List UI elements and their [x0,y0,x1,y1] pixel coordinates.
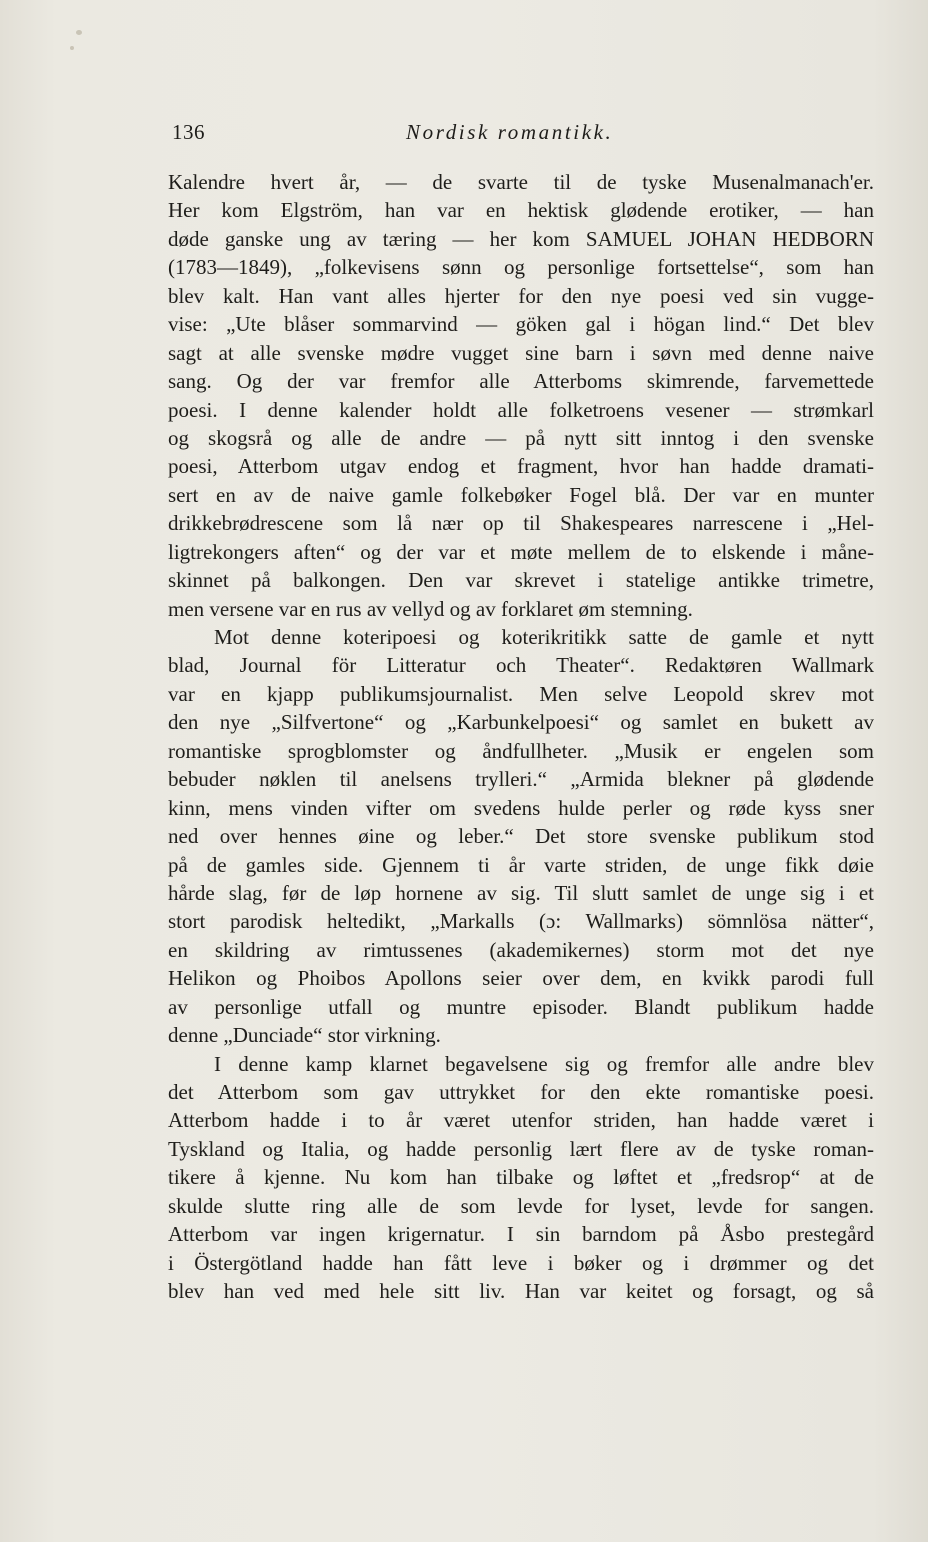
text-line: denne „Dunciade“ stor virkning. [168,1023,441,1048]
text-line: tikere å kjenne. Nu kom han tilbake og løftet et „fredsrop“ at de [168,1165,874,1190]
text-line: skulde slutte ring alle de som levde for lyset, levde for sangen. [168,1193,874,1218]
text-line: ned over hennes øine og leber.“ Det store svenske publikum stod [168,824,874,849]
text-line: Tyskland og Italia, og hadde personlig lært flere av de tyske roman- [168,1136,874,1161]
paper-stain [76,30,82,35]
text-line: blev han ved med hele sitt liv. Han var keitet og forsagt, og så [168,1279,874,1304]
text-line: skinnet på balkongen. Den var skrevet i statelige antikke trimetre, [168,568,874,593]
text-line: stort parodisk heltedikt, „Markalls (ɔ: Wallmarks) sömnlösa nätter“, [168,909,874,934]
text-line: Kalendre hvert år, — de svarte til de tyske Musenalmanach'er. [168,170,874,194]
text-line: men versene var en rus av vellyd og av forklaret øm stemning. [168,596,693,621]
text-line: hårde slag, før de løp hornene av sig. Til slutt samlet de unge sig i et [168,880,874,905]
text-line: romantiske sprogblomster og åndfullheter. „Musik er engelen som [168,738,874,763]
paragraph-first-line: Mot denne koteripoesi og koterikritikk satte de gamle et nytt [214,625,874,649]
text-line: sert en av de naive gamle folkebøker Fogel blå. Der var en munter [168,482,874,507]
text-line: ligtrekongers aften“ og der var et møte mellem de to elskende i måne- [168,539,874,564]
text-line: døde ganske ung av tæring — her kom SAMUEL JOHAN HEDBORN [168,226,874,251]
text-line: av personlige utfall og muntre episoder. Blandt publikum hadde [168,994,874,1019]
text-line: en skildring av rimtussenes (akademikernes) storm mot det nye [168,937,874,962]
text-line: blad, Journal för Litteratur och Theater“. Redaktøren Wallmark [168,653,874,678]
text-line: det Atterbom som gav uttrykket for den ekte romantiske poesi. [168,1080,874,1104]
text-line: sagt at alle svenske mødre vugget sine barn i søvn med denne naive [168,340,874,365]
text-line: var en kjapp publikumsjournalist. Men selve Leopold skrev mot [168,681,874,706]
text-line: Her kom Elgström, han var en hektisk glødende erotiker, — han [168,198,874,223]
body-text [168,168,874,1306]
text-line: Atterbom hadde i to år været utenfor striden, han hadde været i [168,1108,874,1133]
text-line: i Östergötland hadde han fått leve i bøker og i drømmer og det [168,1250,874,1275]
paper-stain [70,46,74,50]
text-line: drikkebrødrescene som lå nær op til Shakespeares narrescene i „Hel- [168,511,874,536]
text-line: vise: „Ute blåser sommarvind — göken gal i högan lind.“ Det blev [168,312,874,337]
page-number: 136 [172,120,205,144]
text-line: Helikon og Phoibos Apollons seier over dem, en kvikk parodi full [168,966,874,991]
text-line: sang. Og der var fremfor alle Atterboms skimrende, farvemettede [168,369,874,394]
text-line: bebuder nøklen til anelsens trylleri.“ „Armida blekner på glødende [168,767,874,792]
text-line: Atterbom var ingen krigernatur. I sin barndom på Åsbo prestegård [168,1222,874,1247]
text-line: den nye „Silfvertone“ og „Karbunkelpoesi“ og samlet en bukett av [168,710,874,735]
text-line: på de gamles side. Gjennem ti år varte striden, de unge fikk døie [168,852,874,877]
text-line: (1783—1849), „folkevisens sønn og personlige fortsettelse“, som han [168,255,874,280]
paragraph-first-line: I denne kamp klarnet begavelsene sig og fremfor alle andre blev [214,1051,874,1076]
page-header [168,120,874,150]
text-line: blev kalt. Han vant alles hjerter for den nye poesi ved sin vugge- [168,283,874,308]
text-line: poesi. I denne kalender holdt alle folketroens vesener — strømkarl [168,397,874,422]
text-line: og skogsrå og alle de andre — på nytt sitt inntog i den svenske [168,425,874,450]
text-line: poesi, Atterbom utgav endog et fragment, hvor han hadde dramati- [168,454,874,479]
running-title: Nordisk romantikk. [406,120,614,144]
text-line: kinn, mens vinden vifter om svedens hulde perler og røde kyss sner [168,795,874,820]
